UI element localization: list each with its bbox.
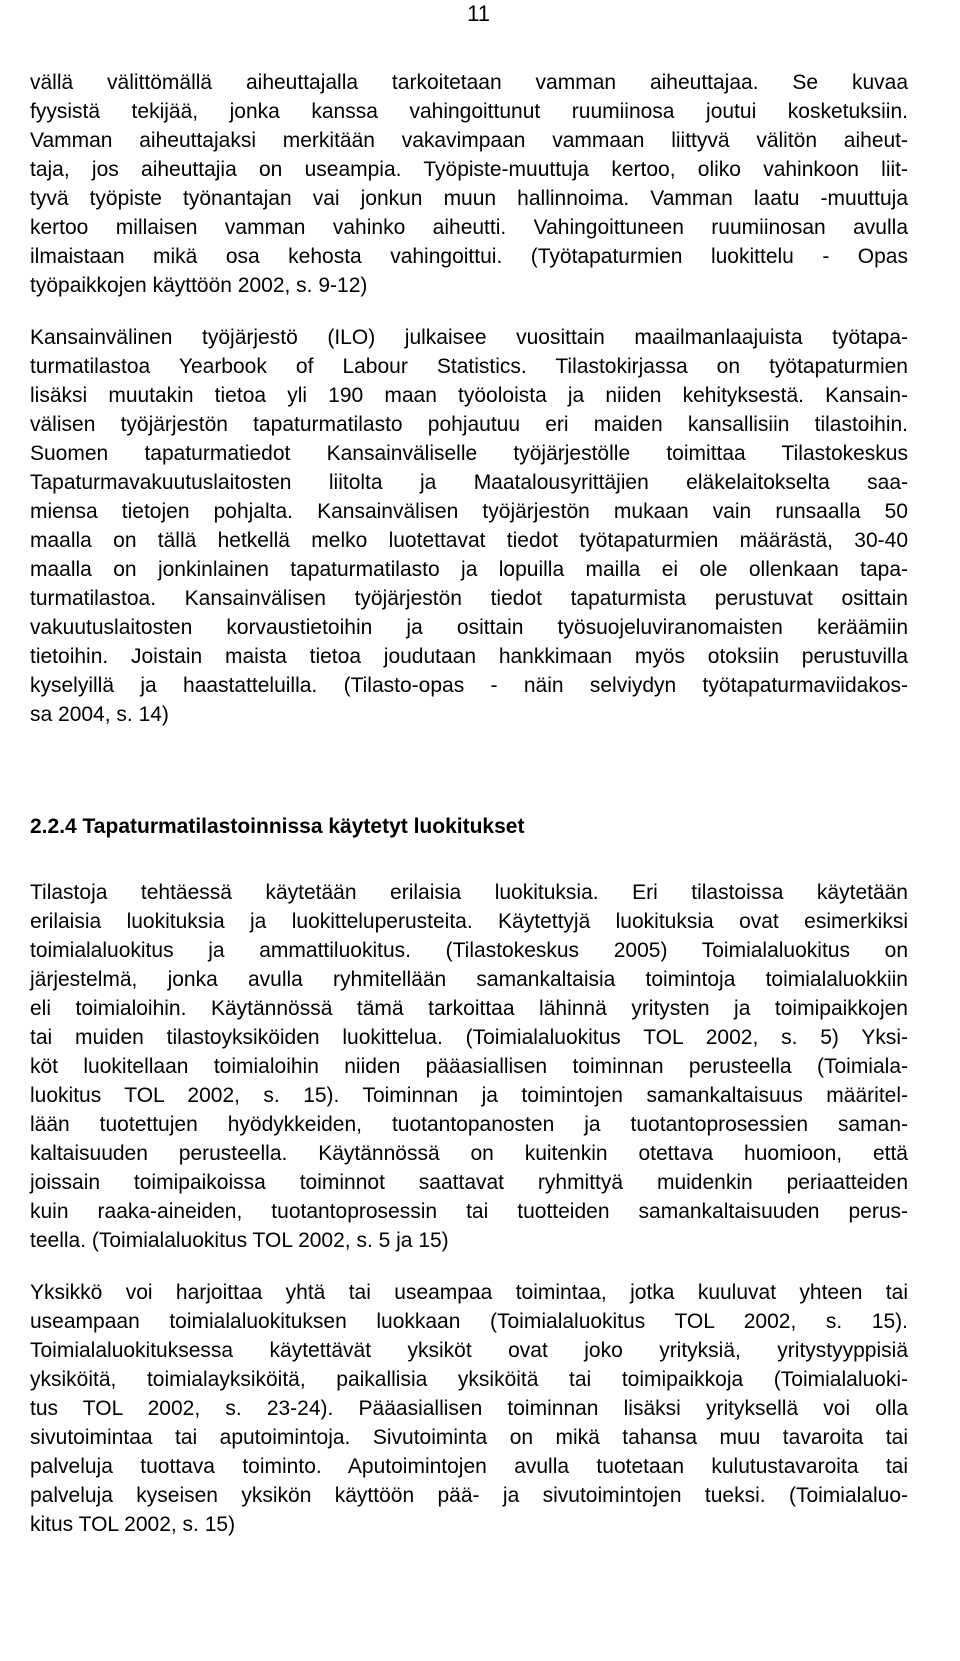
text-line: Tapaturmavakuutuslaitosten liitolta ja Maatalousyrittäjien eläkelaitokselta saa- (30, 471, 908, 494)
text-line: toimialaluokitus ja ammattiluokitus. (Tilastokeskus 2005) Toimialaluokitus on (30, 939, 908, 962)
text-line: erilaisia luokituksia ja luokitteluperusteita. Käytettyjä luokituksia ovat esimerkiksi (30, 910, 908, 933)
text-line: turmatilastoa Yearbook of Labour Statistics. Tilastokirjassa on työtapaturmien (30, 355, 908, 378)
text-line: maalla on jonkinlainen tapaturmatilasto ja lopuilla mailla ei ole ollenkaan tapa- (30, 558, 908, 581)
paragraph-ilo-statistics (30, 323, 908, 729)
paragraph-units (30, 1278, 908, 1539)
text-line: välisen työjärjestön tapaturmatilasto pohjautuu eri maiden kansallisiin tilastoihin. (30, 413, 908, 436)
document-body (30, 68, 908, 1539)
text-line: vällä välittömällä aiheuttajalla tarkoitetaan vamman aiheuttajaa. Se kuvaa (30, 71, 908, 94)
text-line: eli toimialoihin. Käytännössä tämä tarkoittaa lähinnä yritysten ja toimipaikkojen (30, 997, 908, 1020)
text-line: turmatilastoa. Kansainvälisen työjärjestön tiedot tapaturmista perustuvat osittain (30, 587, 908, 610)
text-line: sivutoimintaa tai aputoimintoja. Sivutoiminta on mikä tahansa muu tavaroita tai (30, 1426, 908, 1449)
text-line: kyselyillä ja haastatteluilla. (Tilasto-opas - näin selviydyn työtapaturmaviidakos- (30, 674, 908, 697)
text-line: kertoo millaisen vamman vahinko aiheutti. Vahingoittuneen ruumiinosan avulla (30, 216, 908, 239)
text-line: Toimialaluokituksessa käytettävät yksiköt ovat joko yrityksiä, yritystyyppisiä (30, 1339, 908, 1362)
text-line: Yksikkö voi harjoittaa yhtä tai useampaa toimintaa, jotka kuuluvat yhteen tai (30, 1281, 908, 1304)
text-line: työpaikkojen käyttöön 2002, s. 9-12) (30, 274, 368, 297)
text-line: miensa tietojen pohjalta. Kansainvälisen työjärjestön mukaan vain runsaalla 50 (30, 500, 908, 523)
text-line: kitus TOL 2002, s. 15) (30, 1513, 236, 1536)
text-line: Vamman aiheuttajaksi merkitään vakavimpaan vammaan liittyvä välitön aiheut- (30, 129, 908, 152)
text-line: sa 2004, s. 14) (30, 703, 169, 726)
text-line: köt luokitellaan toimialoihin niiden pääasiallisen toiminnan perusteella (Toimiala- (30, 1055, 908, 1078)
text-line: palveluja kyseisen yksikön käyttöön pää- ja sivutoimintojen tueksi. (Toimialaluo- (30, 1484, 908, 1507)
text-line: Suomen tapaturmatiedot Kansainväliselle työjärjestölle toimittaa Tilastokeskus (30, 442, 908, 465)
text-line: yksiköitä, toimialayksiköitä, paikallisia yksiköitä tai toimipaikkoja (Toimialaluoki- (30, 1368, 908, 1391)
text-line: tietoihin. Joistain maista tietoa joudutaan hankkimaan myös otoksiin perustuvilla (30, 645, 908, 668)
text-line: ilmaistaan mikä osa kehosta vahingoittui. (Työtapaturmien luokittelu - Opas (30, 245, 908, 268)
text-line: Kansainvälinen työjärjestö (ILO) julkaisee vuosittain maailmanlaajuista työtapa- (30, 326, 908, 349)
paragraph-injury-variables (30, 68, 908, 300)
text-line: kaltaisuuden perusteella. Käytännössä on kuitenkin otettava huomioon, että (30, 1142, 908, 1165)
text-line: kuin raaka-aineiden, tuotantoprosessin tai tuotteiden samankaltaisuuden perus- (30, 1200, 908, 1223)
text-line: tai muiden tilastoyksiköiden luokittelua. (Toimialaluokitus TOL 2002, s. 5) Yksi- (30, 1026, 908, 1049)
text-line: järjestelmä, jonka avulla ryhmitellään samankaltaisia toimintoja toimialaluokkiin (30, 968, 908, 991)
text-line: fyysistä tekijää, jonka kanssa vahingoittunut ruumiinosa joutui kosketuksiin. (30, 100, 908, 123)
text-line: useampaan toimialaluokituksen luokkaan (Toimialaluokitus TOL 2002, s. 15). (30, 1310, 908, 1333)
paragraph-classifications (30, 878, 908, 1255)
text-line: lään tuotettujen hyödykkeiden, tuotantopanosten ja tuotantoprosessien saman- (30, 1113, 908, 1136)
text-line: taja, jos aiheuttajia on useampia. Työpiste-muuttuja kertoo, oliko vahinkoon liit- (30, 158, 908, 181)
text-line: tus TOL 2002, s. 23-24). Pääasiallisen toiminnan lisäksi yrityksellä voi olla (30, 1397, 908, 1420)
text-line: maalla on tällä hetkellä melko luotettavat tiedot työtapaturmien määrästä, 30-40 (30, 529, 908, 552)
text-line: joissain toimipaikoissa toiminnot saattavat ryhmittyä muidenkin periaatteiden (30, 1171, 908, 1194)
text-line: palveluja tuottava toiminto. Aputoimintojen avulla tuotetaan kulutustavaroita tai (30, 1455, 908, 1478)
text-line: lisäksi muutakin tietoa yli 190 maan työoloista ja niiden kehityksestä. Kansain- (30, 384, 908, 407)
text-line: tyvä työpiste työnantajan vai jonkun muun hallinnoima. Vamman laatu -muuttuja (30, 187, 908, 210)
text-line: teella. (Toimialaluokitus TOL 2002, s. 5 ja 15) (30, 1229, 449, 1252)
page-number: 11 (467, 1, 490, 26)
text-line: luokitus TOL 2002, s. 15). Toiminnan ja toimintojen samankaltaisuus määritel- (30, 1084, 908, 1107)
text-line: vakuutuslaitosten korvaustietoihin ja osittain työsuojeluviranomaisten keräämiin (30, 616, 908, 639)
text-line: Tilastoja tehtäessä käytetään erilaisia luokituksia. Eri tilastoissa käytetään (30, 881, 908, 904)
section-heading: 2.2.4 Tapaturmatilastoinnissa käytetyt luokitukset (30, 815, 525, 838)
